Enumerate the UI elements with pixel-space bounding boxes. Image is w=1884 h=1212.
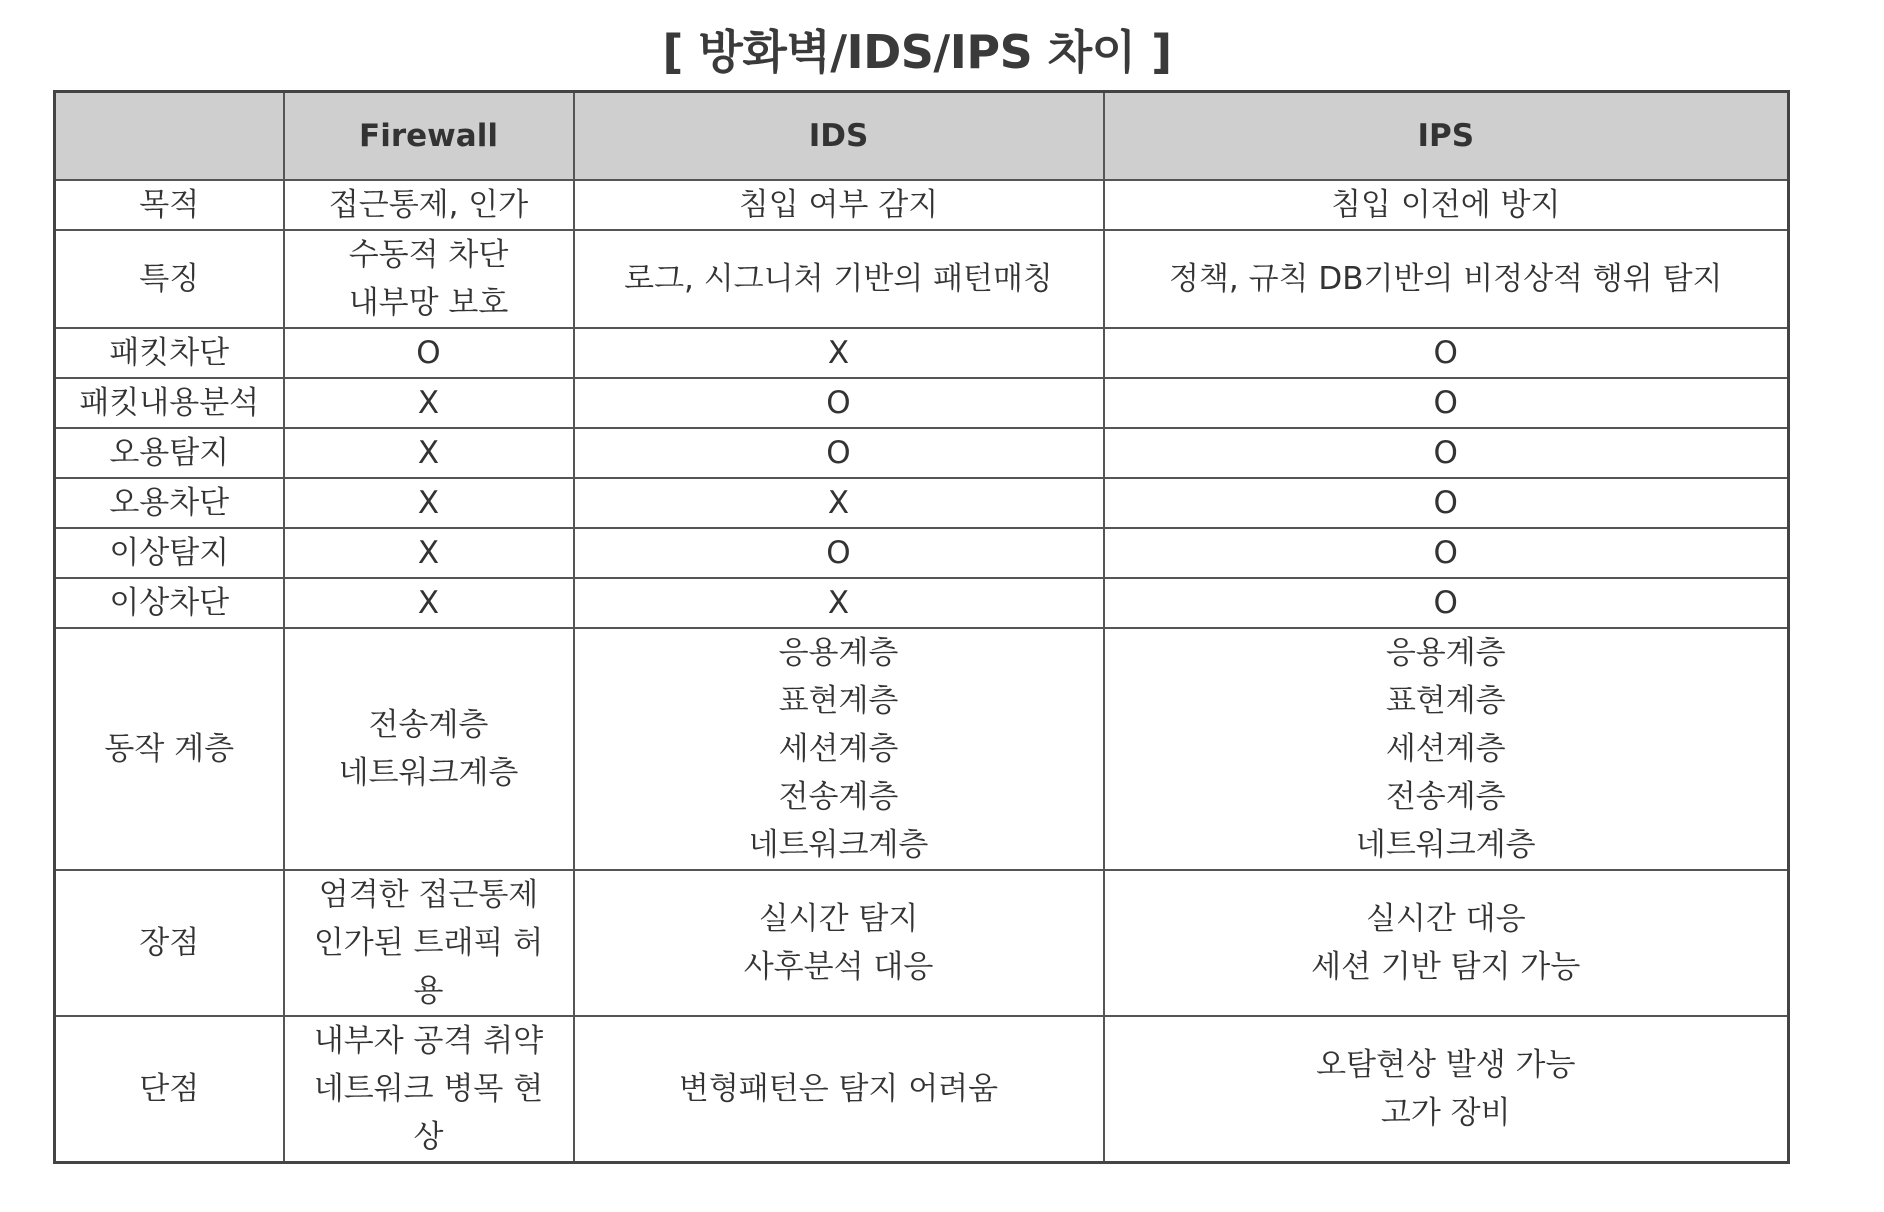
ids-cell: O xyxy=(574,378,1104,428)
header-cell-firewall: Firewall xyxy=(284,92,574,181)
firewall-cell: X xyxy=(284,428,574,478)
ips-cell: 실시간 대응 세션 기반 탐지 가능 xyxy=(1104,870,1789,1016)
header-cell-corner xyxy=(55,92,284,181)
ids-cell: 변형패턴은 탐지 어려움 xyxy=(574,1016,1104,1163)
row-label: 장점 xyxy=(55,870,284,1016)
table-row xyxy=(55,428,1789,478)
firewall-cell: X xyxy=(284,478,574,528)
row-label: 동작 계층 xyxy=(55,628,284,870)
row-label: 오용차단 xyxy=(55,478,284,528)
ids-cell: 실시간 탐지 사후분석 대응 xyxy=(574,870,1104,1016)
ids-cell: X xyxy=(574,478,1104,528)
firewall-cell: 접근통제, 인가 xyxy=(284,180,574,230)
firewall-cell: 전송계층 네트워크계층 xyxy=(284,628,574,870)
firewall-cell: X xyxy=(284,528,574,578)
ids-cell: 응용계층 표현계층 세션계층 전송계층 네트워크계층 xyxy=(574,628,1104,870)
table-row xyxy=(55,870,1789,1016)
ips-cell: O xyxy=(1104,478,1789,528)
ips-cell: O xyxy=(1104,578,1789,628)
row-label: 패킷차단 xyxy=(55,328,284,378)
ips-cell: O xyxy=(1104,428,1789,478)
table-row xyxy=(55,328,1789,378)
row-label: 오용탐지 xyxy=(55,428,284,478)
row-label: 이상탐지 xyxy=(55,528,284,578)
firewall-cell: X xyxy=(284,578,574,628)
table-row xyxy=(55,180,1789,230)
ids-cell: X xyxy=(574,578,1104,628)
ids-cell: O xyxy=(574,428,1104,478)
ips-cell: 오탐현상 발생 가능 고가 장비 xyxy=(1104,1016,1789,1163)
ips-cell: 응용계층 표현계층 세션계층 전송계층 네트워크계층 xyxy=(1104,628,1789,870)
table-row xyxy=(55,628,1789,870)
ids-cell: X xyxy=(574,328,1104,378)
ips-cell: 침입 이전에 방지 xyxy=(1104,180,1789,230)
header-cell-ips: IPS xyxy=(1104,92,1789,181)
comparison-table xyxy=(53,90,1790,1164)
table-row xyxy=(55,528,1789,578)
ips-cell: O xyxy=(1104,328,1789,378)
table-row xyxy=(55,230,1789,328)
row-label: 패킷내용분석 xyxy=(55,378,284,428)
firewall-cell: 수동적 차단 내부망 보호 xyxy=(284,230,574,328)
ips-cell: 정책, 규칙 DB기반의 비정상적 행위 탐지 xyxy=(1104,230,1789,328)
table-row xyxy=(55,578,1789,628)
firewall-cell: O xyxy=(284,328,574,378)
ips-cell: O xyxy=(1104,528,1789,578)
ids-cell: 로그, 시그니처 기반의 패턴매칭 xyxy=(574,230,1104,328)
firewall-cell: 엄격한 접근통제 인가된 트래픽 허 용 xyxy=(284,870,574,1016)
row-label: 이상차단 xyxy=(55,578,284,628)
header-row xyxy=(55,92,1789,181)
ids-cell: 침입 여부 감지 xyxy=(574,180,1104,230)
row-label: 목적 xyxy=(55,180,284,230)
table-row xyxy=(55,378,1789,428)
row-label: 단점 xyxy=(55,1016,284,1163)
row-label: 특징 xyxy=(55,230,284,328)
header-cell-ids: IDS xyxy=(574,92,1104,181)
ips-cell: O xyxy=(1104,378,1789,428)
ids-cell: O xyxy=(574,528,1104,578)
table-row xyxy=(55,1016,1789,1163)
firewall-cell: X xyxy=(284,378,574,428)
firewall-cell: 내부자 공격 취약 네트워크 병목 현 상 xyxy=(284,1016,574,1163)
table-row xyxy=(55,478,1789,528)
page-title: [ 방화벽/IDS/IPS 차이 ] xyxy=(662,25,1172,79)
